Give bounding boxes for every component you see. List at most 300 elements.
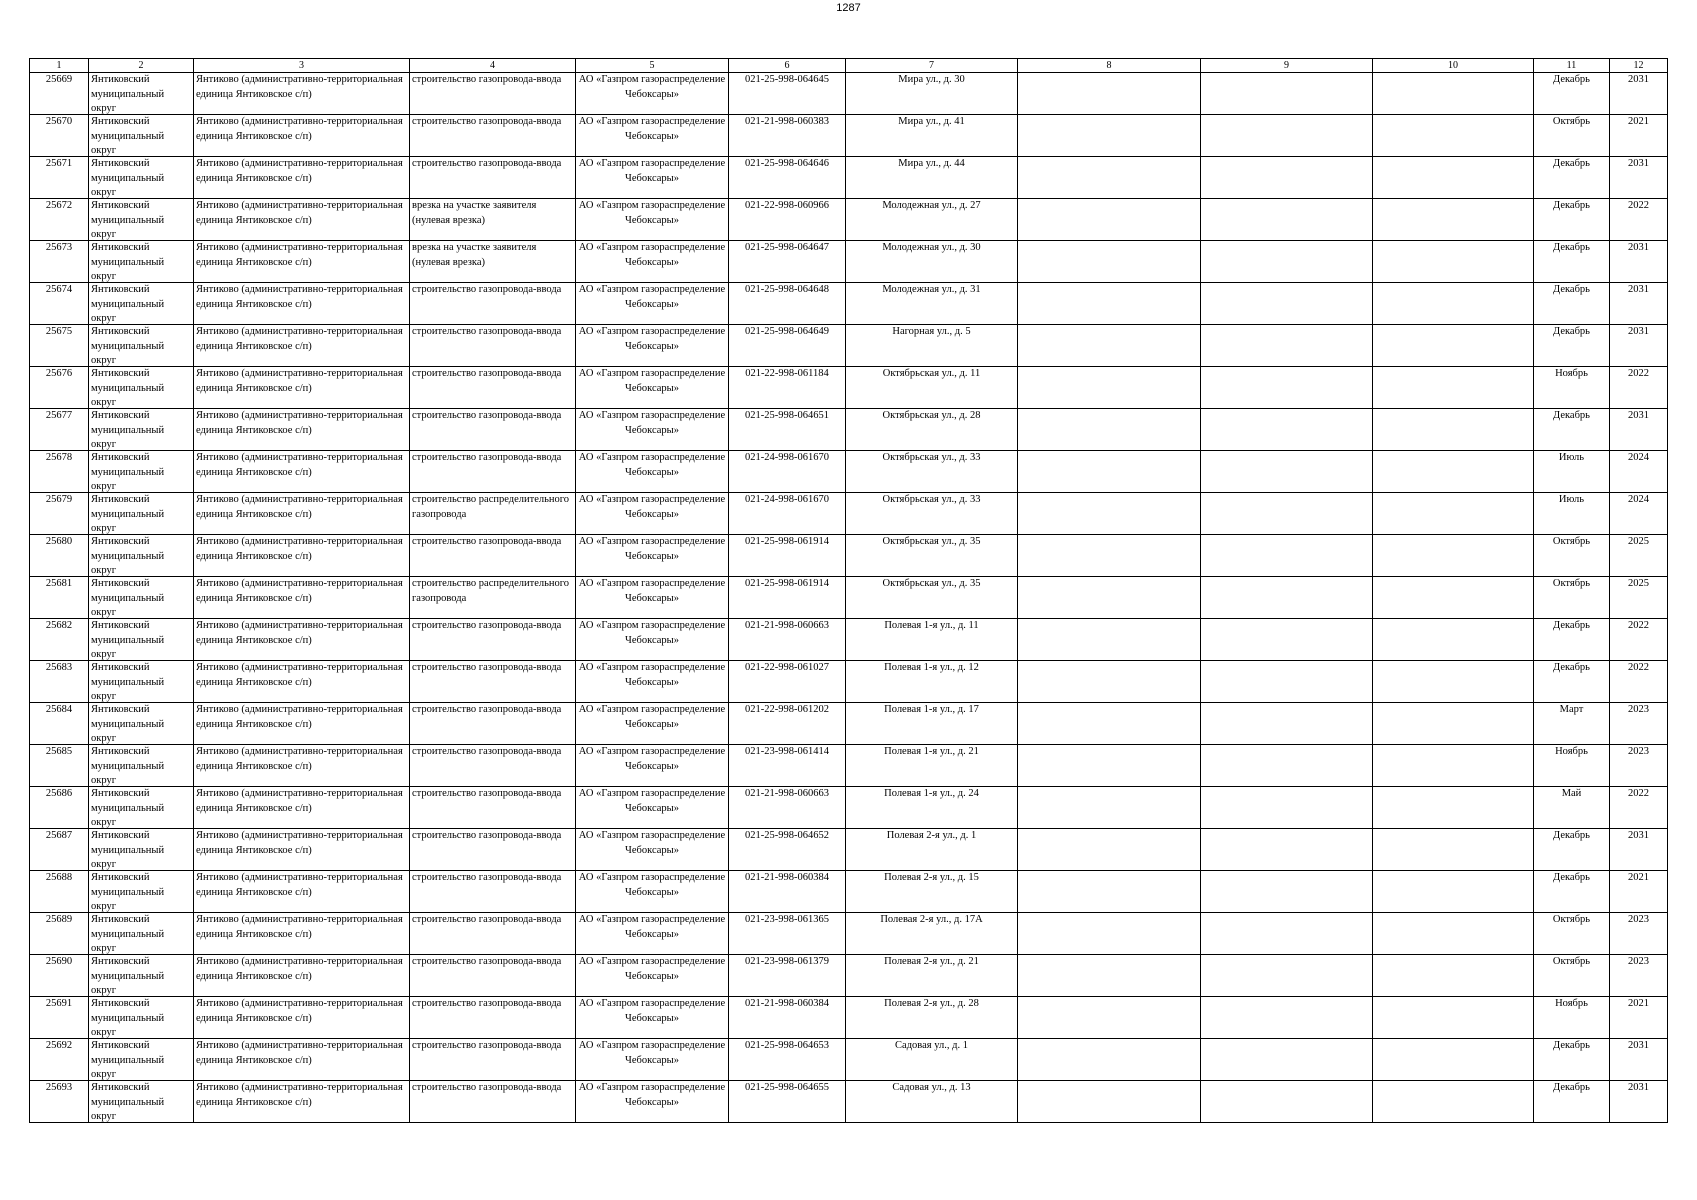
code-cell-text: 021-25-998-064647 [745, 242, 829, 253]
organization-cell-text: АО «Газпром газораспределение Чебоксары» [578, 326, 726, 352]
district-cell [89, 241, 194, 283]
district-cell-text: Янтиковский муниципальный округ [91, 956, 165, 996]
year-cell [1610, 451, 1668, 493]
empty-cell-text [1375, 493, 1531, 534]
locality-cell-text: Янтиково (административно-территориальная единица Янтиковское с/п) [196, 1082, 403, 1108]
table-row [30, 367, 1668, 409]
empty-cell [1373, 535, 1534, 577]
district-cell [89, 577, 194, 619]
work-type-cell [410, 955, 576, 997]
code-cell-text: 021-25-998-064649 [745, 326, 829, 337]
row-number-cell-text: 25693 [45, 1082, 73, 1093]
month-cell [1534, 829, 1610, 871]
year-cell-text: 2021 [1628, 872, 1649, 883]
code-cell-text: 021-25-998-064653 [745, 1040, 829, 1051]
empty-cell-text [1020, 619, 1198, 660]
month-cell-text: Октябрь [1552, 956, 1591, 967]
organization-cell-text: АО «Газпром газораспределение Чебоксары» [578, 956, 726, 982]
empty-cell [1018, 241, 1201, 283]
month-cell [1534, 73, 1610, 115]
organization-cell [576, 535, 729, 577]
district-cell-text: Янтиковский муниципальный округ [91, 200, 165, 240]
work-type-cell-text: строительство газопровода-ввода [412, 956, 562, 967]
empty-cell [1373, 283, 1534, 325]
address-cell [846, 451, 1018, 493]
empty-cell [1018, 73, 1201, 115]
organization-cell-text: АО «Газпром газораспределение Чебоксары» [578, 368, 726, 394]
work-type-cell-text: строительство газопровода-ввода [412, 914, 562, 925]
organization-cell [576, 745, 729, 787]
year-cell-text: 2025 [1628, 578, 1649, 589]
code-cell-text: 021-21-998-060663 [745, 788, 829, 799]
district-cell [89, 409, 194, 451]
work-type-cell [410, 409, 576, 451]
address-cell-text: Садовая ул., д. 13 [892, 1082, 971, 1093]
locality-cell-text: Янтиково (административно-территориальная единица Янтиковское с/п) [196, 956, 403, 982]
address-cell-text: Мира ул., д. 44 [898, 158, 965, 169]
row-number-cell-text: 25690 [45, 956, 73, 967]
work-type-cell-text: строительство газопровода-ввода [412, 74, 562, 85]
year-cell-text: 2031 [1628, 830, 1649, 841]
work-type-cell-text: строительство газопровода-ввода [412, 368, 562, 379]
empty-cell-text [1203, 283, 1370, 324]
month-cell [1534, 451, 1610, 493]
month-cell-text: Ноябрь [1555, 746, 1588, 757]
year-cell [1610, 997, 1668, 1039]
empty-cell-text [1020, 661, 1198, 702]
month-cell [1534, 157, 1610, 199]
year-cell-text: 2031 [1628, 326, 1649, 337]
district-cell [89, 871, 194, 913]
work-type-cell-text: строительство газопровода-ввода [412, 830, 562, 841]
organization-cell [576, 199, 729, 241]
month-cell-text: Ноябрь [1555, 998, 1588, 1009]
table-row [30, 871, 1668, 913]
empty-cell-text [1203, 409, 1370, 450]
table-row [30, 577, 1668, 619]
year-cell [1610, 577, 1668, 619]
row-number-cell-text: 25685 [45, 746, 73, 757]
organization-cell-text: АО «Газпром газораспределение Чебоксары» [578, 494, 726, 520]
year-cell-text: 2031 [1628, 74, 1649, 85]
empty-cell [1373, 367, 1534, 409]
organization-cell [576, 115, 729, 157]
empty-cell-text [1020, 913, 1198, 954]
empty-cell [1201, 577, 1373, 619]
locality-cell [194, 283, 410, 325]
locality-cell-text: Янтиково (административно-территориальная единица Янтиковское с/п) [196, 452, 403, 478]
code-cell-text: 021-23-998-061414 [745, 746, 829, 757]
row-number-cell [30, 493, 89, 535]
address-cell-text: Мира ул., д. 41 [898, 116, 965, 127]
organization-cell-text: АО «Газпром газораспределение Чебоксары» [578, 662, 726, 688]
locality-cell-text: Янтиково (административно-территориальная единица Янтиковское с/п) [196, 578, 403, 604]
month-cell [1534, 283, 1610, 325]
organization-cell [576, 703, 729, 745]
table-row [30, 325, 1668, 367]
code-cell-text: 021-21-998-060384 [745, 872, 829, 883]
code-cell-text: 021-22-998-060966 [745, 200, 829, 211]
empty-cell [1201, 199, 1373, 241]
address-cell [846, 1039, 1018, 1081]
locality-cell [194, 871, 410, 913]
work-type-cell-text: строительство газопровода-ввода [412, 662, 562, 673]
district-cell-text: Янтиковский муниципальный округ [91, 326, 165, 366]
address-cell-text: Молодежная ул., д. 30 [882, 242, 981, 253]
organization-cell-text: АО «Газпром газораспределение Чебоксары» [578, 1040, 726, 1066]
table-row [30, 115, 1668, 157]
code-cell [729, 619, 846, 661]
year-cell [1610, 661, 1668, 703]
code-cell-text: 021-25-998-064652 [745, 830, 829, 841]
district-cell [89, 73, 194, 115]
locality-cell [194, 955, 410, 997]
row-number-cell [30, 367, 89, 409]
organization-cell [576, 1081, 729, 1123]
code-cell-text: 021-25-998-061914 [745, 578, 829, 589]
table-row [30, 451, 1668, 493]
empty-cell [1373, 703, 1534, 745]
empty-cell [1373, 1039, 1534, 1081]
work-type-cell-text: строительство газопровода-ввода [412, 1040, 562, 1051]
empty-cell [1201, 745, 1373, 787]
year-cell-text: 2023 [1628, 704, 1649, 715]
month-cell-text: Декабрь [1553, 1040, 1590, 1051]
month-cell-text: Декабрь [1553, 662, 1590, 673]
locality-cell-text: Янтиково (административно-территориальная единица Янтиковское с/п) [196, 284, 403, 310]
code-cell [729, 1039, 846, 1081]
district-cell [89, 661, 194, 703]
code-cell [729, 325, 846, 367]
code-cell-text: 021-25-998-061914 [745, 536, 829, 547]
empty-cell [1018, 1039, 1201, 1081]
year-cell [1610, 157, 1668, 199]
column-header: 11 [1534, 59, 1610, 73]
district-cell [89, 997, 194, 1039]
empty-cell-text [1375, 619, 1531, 660]
empty-cell [1018, 871, 1201, 913]
month-cell-text: Октябрь [1552, 536, 1591, 547]
year-cell-text: 2021 [1628, 116, 1649, 127]
empty-cell [1373, 409, 1534, 451]
work-type-cell [410, 1081, 576, 1123]
year-cell [1610, 619, 1668, 661]
table-row [30, 1039, 1668, 1081]
organization-cell-text: АО «Газпром газораспределение Чебоксары» [578, 704, 726, 730]
district-cell [89, 787, 194, 829]
locality-cell-text: Янтиково (административно-территориальная единица Янтиковское с/п) [196, 620, 403, 646]
year-cell [1610, 955, 1668, 997]
year-cell [1610, 409, 1668, 451]
locality-cell [194, 577, 410, 619]
month-cell-text: Декабрь [1553, 1082, 1590, 1093]
empty-cell-text [1203, 73, 1370, 114]
year-cell-text: 2031 [1628, 1040, 1649, 1051]
organization-cell-text: АО «Газпром газораспределение Чебоксары» [578, 1082, 726, 1108]
work-type-cell-text: строительство газопровода-ввода [412, 284, 562, 295]
empty-cell-text [1203, 157, 1370, 198]
organization-cell [576, 367, 729, 409]
empty-cell [1373, 451, 1534, 493]
work-type-cell [410, 619, 576, 661]
address-cell-text: Полевая 1-я ул., д. 12 [884, 662, 979, 673]
organization-cell [576, 577, 729, 619]
empty-cell-text [1375, 829, 1531, 870]
district-cell-text: Янтиковский муниципальный округ [91, 578, 165, 618]
month-cell [1534, 787, 1610, 829]
organization-cell-text: АО «Газпром газораспределение Чебоксары» [578, 200, 726, 226]
empty-cell [1018, 619, 1201, 661]
district-cell [89, 829, 194, 871]
locality-cell-text: Янтиково (административно-территориальная единица Янтиковское с/п) [196, 200, 403, 226]
registry-table [29, 58, 1668, 1123]
column-header: 2 [89, 59, 194, 73]
district-cell [89, 1081, 194, 1123]
address-cell [846, 787, 1018, 829]
work-type-cell [410, 73, 576, 115]
empty-cell-text [1203, 997, 1370, 1038]
row-number-cell [30, 325, 89, 367]
empty-cell-text [1203, 703, 1370, 744]
table-row [30, 73, 1668, 115]
empty-cell [1201, 157, 1373, 199]
empty-cell-text [1020, 577, 1198, 618]
code-cell [729, 157, 846, 199]
empty-cell-text [1203, 787, 1370, 828]
work-type-cell-text: строительство газопровода-ввода [412, 704, 562, 715]
work-type-cell [410, 829, 576, 871]
work-type-cell [410, 535, 576, 577]
empty-cell [1018, 451, 1201, 493]
empty-cell [1018, 325, 1201, 367]
row-number-cell [30, 745, 89, 787]
work-type-cell [410, 703, 576, 745]
month-cell-text: Декабрь [1553, 200, 1590, 211]
month-cell [1534, 1039, 1610, 1081]
table-row [30, 283, 1668, 325]
district-cell-text: Янтиковский муниципальный округ [91, 158, 165, 198]
empty-cell-text [1020, 199, 1198, 240]
year-cell [1610, 913, 1668, 955]
address-cell [846, 493, 1018, 535]
organization-cell-text: АО «Газпром газораспределение Чебоксары» [578, 74, 726, 100]
row-number-cell-text: 25670 [45, 116, 73, 127]
empty-cell [1201, 997, 1373, 1039]
work-type-cell [410, 913, 576, 955]
code-cell [729, 871, 846, 913]
code-cell [729, 703, 846, 745]
empty-cell [1018, 577, 1201, 619]
district-cell [89, 493, 194, 535]
table-row [30, 661, 1668, 703]
work-type-cell-text: врезка на участке заявителя (нулевая врезка) [412, 200, 537, 226]
month-cell-text: Декабрь [1553, 410, 1590, 421]
address-cell-text: Полевая 1-я ул., д. 17 [884, 704, 979, 715]
empty-cell-text [1375, 73, 1531, 114]
empty-cell-text [1375, 241, 1531, 282]
empty-cell-text [1203, 325, 1370, 366]
district-cell [89, 367, 194, 409]
organization-cell [576, 787, 729, 829]
month-cell-text: Октябрь [1552, 578, 1591, 589]
district-cell [89, 913, 194, 955]
organization-cell [576, 661, 729, 703]
work-type-cell [410, 115, 576, 157]
code-cell [729, 913, 846, 955]
year-cell [1610, 1039, 1668, 1081]
address-cell-text: Нагорная ул., д. 5 [892, 326, 971, 337]
district-cell-text: Янтиковский муниципальный округ [91, 872, 165, 912]
address-cell [846, 283, 1018, 325]
row-number-cell [30, 829, 89, 871]
empty-cell-text [1020, 367, 1198, 408]
empty-cell [1373, 997, 1534, 1039]
year-cell-text: 2031 [1628, 242, 1649, 253]
month-cell-text: Декабрь [1553, 284, 1590, 295]
table-row [30, 157, 1668, 199]
organization-cell-text: АО «Газпром газораспределение Чебоксары» [578, 620, 726, 646]
organization-cell [576, 829, 729, 871]
table-body [30, 73, 1668, 1123]
address-cell-text: Октябрьская ул., д. 35 [882, 536, 981, 547]
empty-cell-text [1203, 199, 1370, 240]
row-number-cell-text: 25672 [45, 200, 73, 211]
empty-cell-text [1020, 871, 1198, 912]
address-cell [846, 661, 1018, 703]
organization-cell [576, 325, 729, 367]
empty-cell-text [1020, 73, 1198, 114]
year-cell-text: 2031 [1628, 1082, 1649, 1093]
empty-cell-text [1020, 325, 1198, 366]
empty-cell-text [1203, 1081, 1370, 1122]
empty-cell [1018, 493, 1201, 535]
month-cell [1534, 703, 1610, 745]
empty-cell [1373, 115, 1534, 157]
work-type-cell [410, 871, 576, 913]
row-number-cell [30, 661, 89, 703]
locality-cell-text: Янтиково (административно-территориальная единица Янтиковское с/п) [196, 662, 403, 688]
row-number-cell [30, 115, 89, 157]
empty-cell-text [1203, 745, 1370, 786]
table-row [30, 703, 1668, 745]
year-cell-text: 2031 [1628, 158, 1649, 169]
code-cell-text: 021-23-998-061379 [745, 956, 829, 967]
address-cell-text: Полевая 1-я ул., д. 21 [884, 746, 979, 757]
district-cell-text: Янтиковский муниципальный округ [91, 914, 165, 954]
empty-cell [1201, 619, 1373, 661]
month-cell-text: Март [1559, 704, 1584, 715]
address-cell-text: Полевая 1-я ул., д. 24 [884, 788, 979, 799]
month-cell [1534, 871, 1610, 913]
code-cell [729, 745, 846, 787]
year-cell [1610, 829, 1668, 871]
address-cell [846, 997, 1018, 1039]
row-number-cell [30, 199, 89, 241]
month-cell-text: Декабрь [1553, 74, 1590, 85]
district-cell-text: Янтиковский муниципальный округ [91, 410, 165, 450]
year-cell [1610, 787, 1668, 829]
month-cell-text: Декабрь [1553, 326, 1590, 337]
row-number-cell [30, 73, 89, 115]
empty-cell-text [1203, 661, 1370, 702]
row-number-cell-text: 25673 [45, 242, 73, 253]
work-type-cell [410, 157, 576, 199]
empty-cell [1373, 913, 1534, 955]
organization-cell [576, 157, 729, 199]
row-number-cell [30, 241, 89, 283]
work-type-cell [410, 997, 576, 1039]
work-type-cell [410, 199, 576, 241]
locality-cell [194, 73, 410, 115]
empty-cell [1373, 73, 1534, 115]
work-type-cell-text: строительство газопровода-ввода [412, 998, 562, 1009]
address-cell [846, 871, 1018, 913]
code-cell-text: 021-25-998-064651 [745, 410, 829, 421]
empty-cell-text [1020, 535, 1198, 576]
year-cell [1610, 73, 1668, 115]
empty-cell-text [1375, 577, 1531, 618]
organization-cell [576, 871, 729, 913]
organization-cell-text: АО «Газпром газораспределение Чебоксары» [578, 830, 726, 856]
empty-cell-text [1375, 661, 1531, 702]
work-type-cell [410, 325, 576, 367]
empty-cell-text [1020, 283, 1198, 324]
empty-cell [1018, 955, 1201, 997]
column-header: 6 [729, 59, 846, 73]
organization-cell-text: АО «Газпром газораспределение Чебоксары» [578, 284, 726, 310]
address-cell-text: Октябрьская ул., д. 33 [882, 494, 981, 505]
empty-cell [1018, 661, 1201, 703]
empty-cell [1018, 367, 1201, 409]
work-type-cell-text: строительство распределительного газопровода [412, 578, 570, 604]
month-cell-text: Май [1561, 788, 1582, 799]
organization-cell-text: АО «Газпром газораспределение Чебоксары» [578, 788, 726, 814]
address-cell [846, 73, 1018, 115]
row-number-cell [30, 619, 89, 661]
address-cell [846, 703, 1018, 745]
address-cell-text: Октябрьская ул., д. 11 [882, 368, 981, 379]
district-cell-text: Янтиковский муниципальный округ [91, 116, 165, 156]
code-cell [729, 199, 846, 241]
month-cell [1534, 535, 1610, 577]
district-cell [89, 115, 194, 157]
empty-cell [1373, 1081, 1534, 1123]
locality-cell-text: Янтиково (административно-территориальная единица Янтиковское с/п) [196, 830, 403, 856]
empty-cell [1018, 1081, 1201, 1123]
locality-cell-text: Янтиково (административно-территориальная единица Янтиковское с/п) [196, 494, 403, 520]
address-cell-text: Полевая 2-я ул., д. 28 [884, 998, 979, 1009]
empty-cell-text [1203, 829, 1370, 870]
locality-cell [194, 745, 410, 787]
organization-cell [576, 73, 729, 115]
empty-cell [1201, 283, 1373, 325]
organization-cell [576, 913, 729, 955]
empty-cell-text [1203, 367, 1370, 408]
district-cell-text: Янтиковский муниципальный округ [91, 452, 165, 492]
month-cell-text: Декабрь [1553, 830, 1590, 841]
locality-cell [194, 367, 410, 409]
work-type-cell-text: строительство газопровода-ввода [412, 536, 562, 547]
address-cell-text: Полевая 2-я ул., д. 15 [884, 872, 979, 883]
district-cell-text: Янтиковский муниципальный округ [91, 788, 165, 828]
empty-cell [1201, 1081, 1373, 1123]
work-type-cell-text: строительство распределительного газопровода [412, 494, 570, 520]
year-cell-text: 2031 [1628, 284, 1649, 295]
code-cell [729, 955, 846, 997]
year-cell [1610, 115, 1668, 157]
row-number-cell [30, 577, 89, 619]
organization-cell [576, 283, 729, 325]
